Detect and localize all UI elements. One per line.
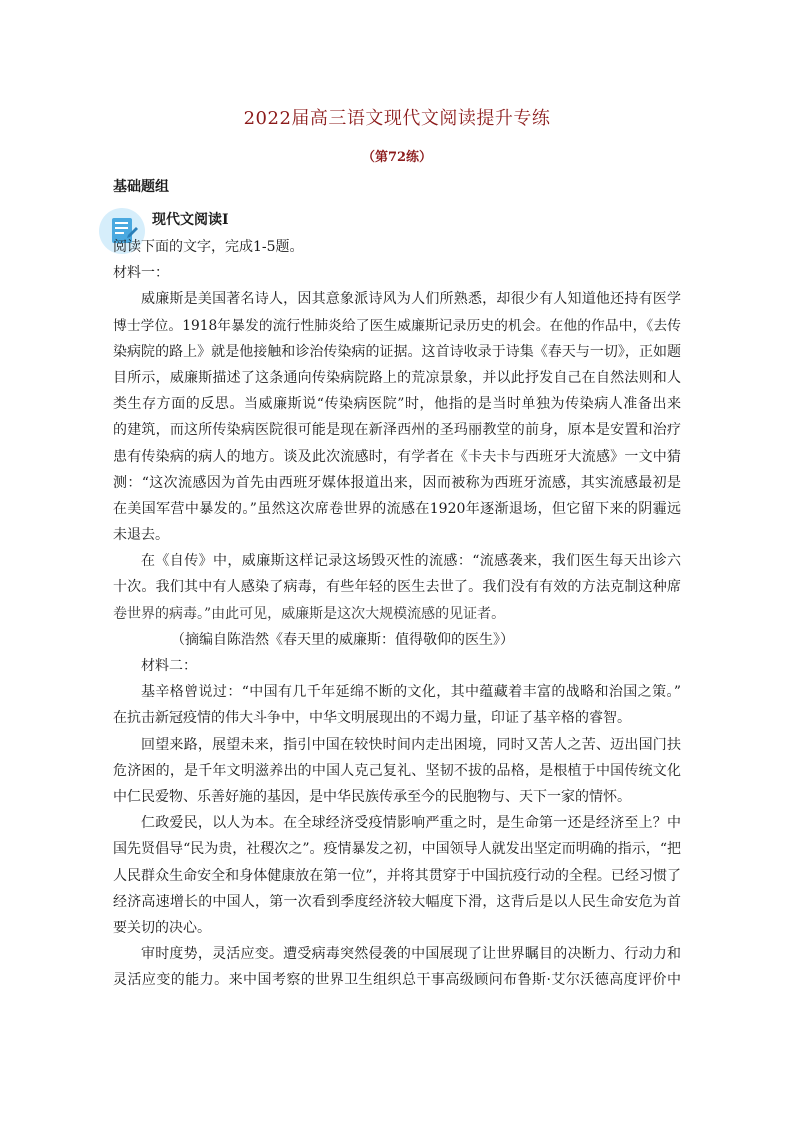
paragraph-line: 博士学位。1918年暴发的流行性肺炎给了医生威廉斯记录历史的机会。在他的作品中，《去传 [113,317,681,334]
paragraph-line: 类生存方面的反思。当威廉斯说“传染病医院”时，他指的是当时单独为传染病人准备出来 [113,396,681,413]
paragraph-line: 目所示，威廉斯描述了这条通向传染病院路上的荒凉景象，并以此抒发自己在自然法则和人 [113,369,681,386]
paragraph-line: 经济高速增长的中国人，第一次看到季度经济较大幅度下滑，这背后是以人民生命安危为首 [113,893,681,910]
paragraph-line: 国先贤倡导“民为贵，社稷次之”。疫情暴发之初，中国领导人就发出坚定而明确的指示，“把 [113,841,681,858]
paragraph-line: 患有传染病的病人的地方。谈及此次流感时，有学者在《卡夫卡与西班牙大流感》一文中猜 [113,448,681,465]
paragraph-line: 染病院的路上》就是他接触和诊治传染病的证据。这首诗收录于诗集《春天与一切》，正如题 [113,343,681,360]
paragraph-line: 基辛格曾说过：“中国有几千年延绵不断的文化，其中蕴藏着丰富的战略和治国之策。” [141,684,681,701]
paragraph-line: 在抗击新冠疫情的伟大斗争中，中华文明展现出的不竭力量，印证了基辛格的睿智。 [113,710,631,727]
paragraph-line: 危济困的，是千年文明滋养出的中国人克己复礼、坚韧不拔的品格，是根植于中国传统文化 [113,762,681,779]
paragraph-line: 审时度势，灵活应变。遭受病毒突然侵袭的中国展现了让世界瞩目的决断力、行动力和 [141,946,681,963]
paragraph-line: 十次。我们其中有人感染了病毒，有些年轻的医生去世了。我们没有有效的方法克制这种席 [113,579,681,596]
paragraph-line: 卷世界的病毒。”由此可见，威廉斯是这次大规模流感的见证者。 [113,605,506,622]
material-two-label: 材料二： [141,658,197,674]
article-body [113,234,681,993]
paragraph-line: 测：“这次流感因为首先由西班牙媒体报道出来，因而被称为西班牙流感，其实流感最初是 [113,474,681,491]
document-subtitle: （第72练） [361,150,433,165]
paragraph-line: 灵活应变的能力。来中国考察的世界卫生组织总干事高级顾问布鲁斯·艾尔沃德高度评价中 [113,972,681,989]
paragraph-line: 未退去。 [113,527,169,544]
paragraph-line: 威廉斯是美国著名诗人，因其意象派诗风为人们所熟悉，却很少有人知道他还持有医学 [141,291,681,308]
paragraph-line: 在美国军营中暴发的。”虽然这次席卷世界的流感在1920年逐渐退场，但它留下来的阴霾远 [113,500,681,517]
paragraph-line: 仁政爱民，以人为本。在全球经济受疫情影响严重之时，是生命第一还是经济至上？中 [141,815,681,832]
document-title: 2022届高三语文现代文阅读提升专练 [243,108,551,129]
section-heading: 基础题组 [113,179,169,195]
paragraph-line: 人民群众生命安全和身体健康放在第一位”，并将其贯穿于中国抗疫行动的全程。已经习惯了 [113,867,681,884]
instruction-text: 阅读下面的文字，完成1-5题。 [113,239,304,255]
paragraph-line: 回望来路，展望未来，指引中国在较快时间内走出困境，同时又苦人之苦、迈出国门扶 [141,736,681,753]
paragraph-line: 的建筑，而这所传染病医院很可能是现在新泽西州的圣玛丽教堂的前身，原本是安置和治疗 [113,422,681,439]
source-citation: （摘编自陈浩然《春天里的威廉斯：值得敬仰的医生》） [171,631,514,648]
paragraph-line: 中仁民爱物、乐善好施的基因，是中华民族传承至今的民胞物与、天下一家的情怀。 [113,788,631,805]
paragraph-line: 在《自传》中，威廉斯这样记录这场毁灭性的流感：“流感袭来，我们医生每天出诊六 [141,553,681,570]
paragraph-line: 要关切的决心。 [113,919,211,936]
material-one-label: 材料一： [113,265,169,282]
reading-subheading: 现代文阅读Ⅰ [152,212,229,228]
